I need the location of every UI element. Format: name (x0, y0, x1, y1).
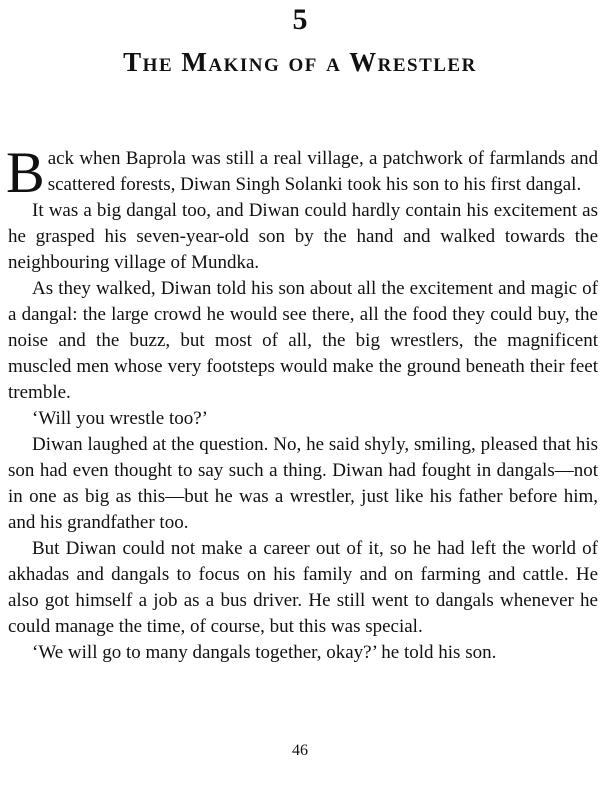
paragraph-4: ‘Will you wrestle too?’ (32, 408, 208, 429)
paragraph-5: Diwan laughed at the question. No, he said shyly, smiling, pleased that his son had even thought to say such a thing. Diwan had fought in dangals—not in one as big as this—but he was a wrestler, just like his father before him, and his grandfather too. (8, 434, 598, 533)
paragraph-2: It was a big dangal too, and Diwan could hardly contain his excitement as he grasped his seven-year-old son by the hand and walked towards the neighbouring village of Mundka. (8, 200, 598, 273)
chapter-number: 5 (292, 3, 308, 36)
paragraph-3: As they walked, Diwan told his son about all the excitement and magic of a dangal: the large crowd he would see there, all the food they could buy, the noise and the buzz, but most of all, the big wrestlers, the magnificent muscled men whose very footsteps would make the ground beneath their feet tremble. (8, 278, 598, 403)
page-number: 46 (292, 742, 308, 759)
chapter-body (6, 140, 598, 666)
chapter-title: The Making of a Wrestler (123, 47, 477, 77)
paragraph-6: But Diwan could not make a career out of it, so he had left the world of akhadas and dangals to focus on his family and on farming and cattle. He also got himself a job as a bus driver. He still went to dangals whenever he could manage the time, of course, but this was special. (8, 538, 598, 637)
paragraph-1 (6, 140, 598, 205)
paragraph-7: ‘We will go to many dangals together, okay?’ he told his son. (32, 642, 497, 663)
drop-cap: B (6, 140, 45, 205)
paragraph-1-text: ack when Baprola was still a real village, a patchwork of farmlands and scattered forests, Diwan Singh Solanki took his son to his first dangal. (47, 148, 598, 195)
